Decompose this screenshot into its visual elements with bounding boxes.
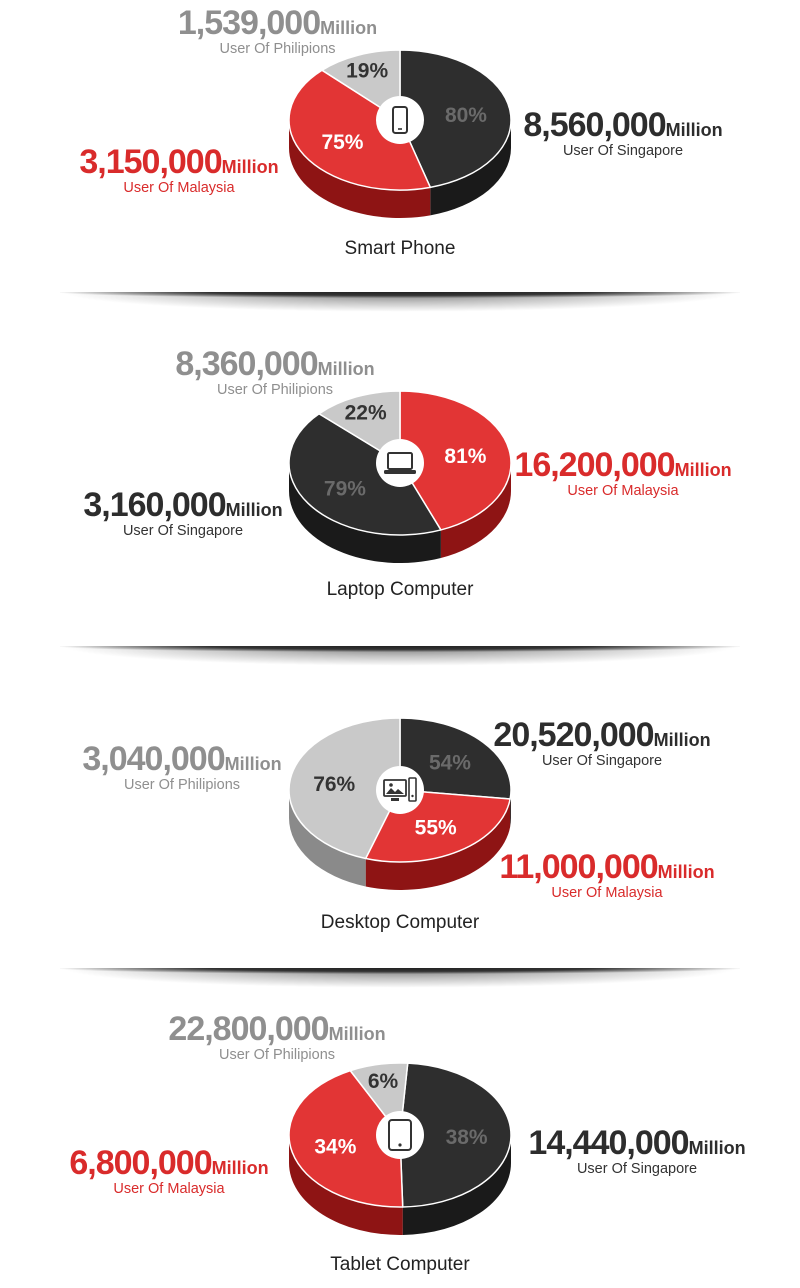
chart-smart-phone [0,0,800,300]
callout-label: User Of Singapore [122,523,244,539]
callout-unit: Million [328,1024,386,1044]
laptop-icon [376,439,424,487]
callout-unit: Million [317,359,375,379]
section-divider [60,646,740,666]
chart-laptop-computer [0,338,800,638]
callout-unit: Million [225,500,283,520]
pie-percent-label: 55% [414,816,457,840]
section-divider [60,292,740,312]
callout-singapore [78,488,288,539]
callout-malaysia [494,850,720,901]
callout-label: User Of Malaysia [123,180,235,196]
callout-label: User Of Philipions [219,41,336,57]
callout-value: 3,150,000 [79,143,222,181]
callout-label: User Of Malaysia [567,483,679,499]
callout-label: User Of Singapore [562,143,684,159]
callout-unit: Million [688,1138,746,1158]
callout-unit: Million [221,157,279,177]
chart-desktop-computer [0,670,800,970]
pie-percent-label: 54% [428,751,471,775]
callout-malaysia [510,448,736,499]
callout-malaysia [74,145,284,196]
chart-title: Desktop Computer [320,912,480,933]
callout-value: 14,440,000 [528,1124,689,1162]
callout-unit: Million [224,754,282,774]
callout-unit: Million [653,730,711,750]
pie-percent-label: 34% [314,1135,357,1159]
callout-label: User Of Malaysia [551,885,663,901]
callout-singapore [524,1126,750,1177]
callout-value: 8,360,000 [175,345,318,383]
callout-philipions [170,6,385,57]
chart-title: Smart Phone [344,238,456,259]
callout-value: 1,539,000 [177,4,321,42]
callout-value: 20,520,000 [493,716,654,754]
callout-singapore [488,718,716,769]
section-divider [60,968,740,988]
callout-unit: Million [320,18,378,38]
callout-malaysia [64,1146,274,1197]
pie-percent-label: 19% [346,59,389,83]
callout-philipions [76,742,288,793]
callout-label: User Of Philipions [218,1047,336,1063]
pie-percent-label: 22% [344,401,387,425]
callout-label: User Of Philipions [216,382,334,398]
callout-unit: Million [211,1158,269,1178]
callout-philipions [170,347,380,398]
callout-singapore [516,108,730,159]
chart-title: Tablet Computer [330,1254,470,1275]
callout-label: User Of Malaysia [113,1181,225,1197]
callout-value: 22,800,000 [168,1010,329,1048]
desktop-icon [376,766,424,814]
callout-philipions [164,1012,390,1063]
callout-value: 3,160,000 [83,486,226,524]
chart-tablet-computer [0,1000,800,1288]
chart-title: Laptop Computer [326,579,474,600]
pie-percent-label: 75% [321,131,364,155]
callout-value: 3,040,000 [82,740,225,778]
callout-unit: Million [665,120,723,140]
pie-percent-label: 79% [323,477,366,501]
callout-label: User Of Singapore [541,753,663,769]
callout-value: 16,200,000 [514,446,675,484]
callout-unit: Million [657,862,715,882]
pie-percent-label: 38% [445,1125,488,1149]
callout-value: 8,560,000 [523,106,666,144]
pie-percent-label: 76% [313,773,356,797]
callout-label: User Of Singapore [576,1161,698,1177]
pie-percent-label: 81% [444,444,487,468]
pie-percent-label: 6% [367,1069,399,1093]
tablet-icon [376,1111,424,1159]
callout-unit: Million [674,460,732,480]
callout-label: User Of Philipions [123,777,241,793]
callout-value: 6,800,000 [69,1144,212,1182]
pie-percent-label: 80% [444,104,487,128]
callout-value: 11,000,000 [499,848,658,886]
smartphone-icon [376,96,424,144]
